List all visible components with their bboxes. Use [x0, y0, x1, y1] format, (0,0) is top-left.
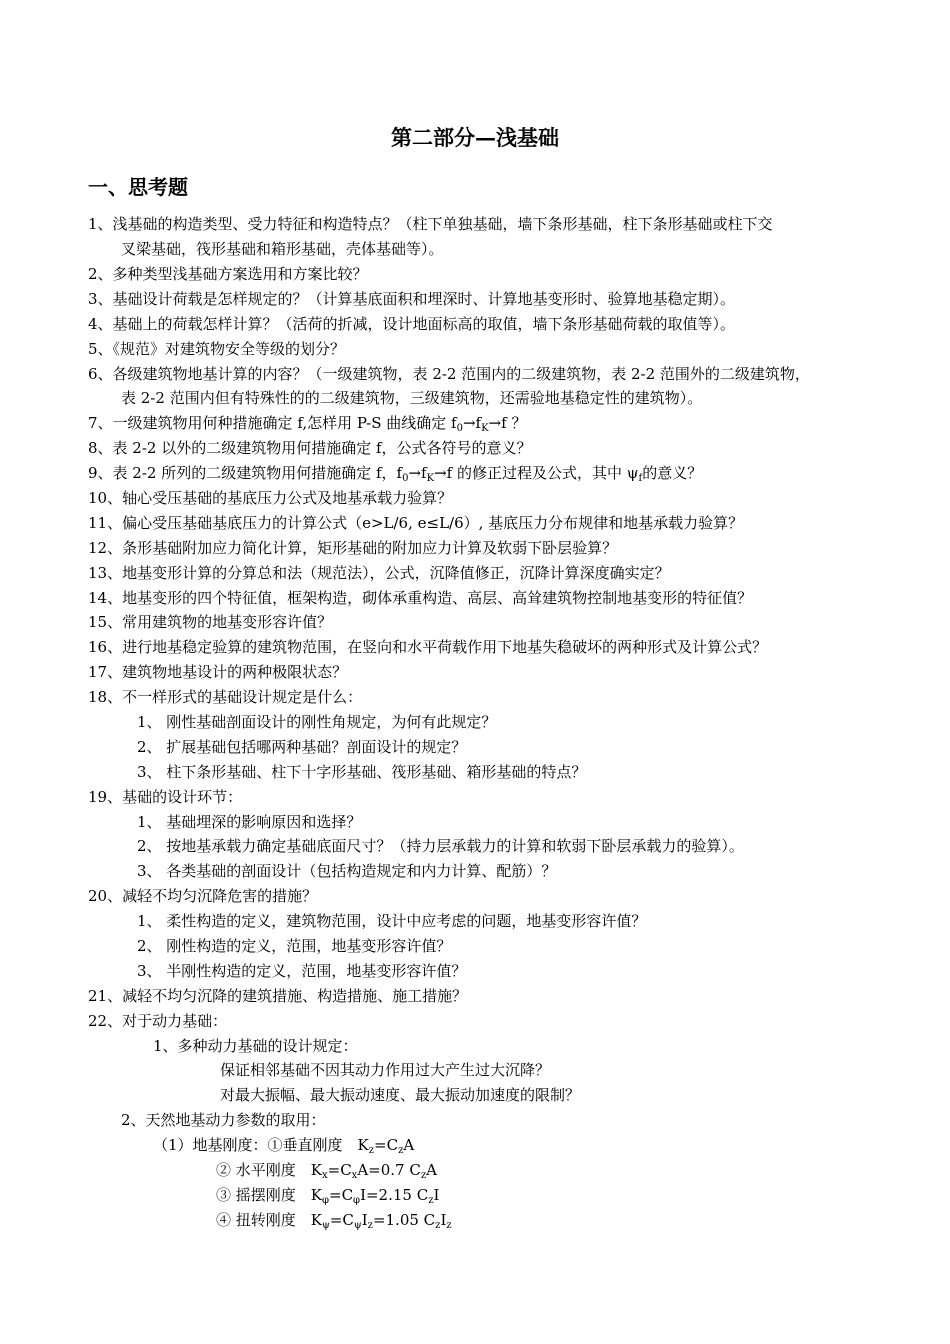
question-16: 16、进行地基稳定验算的建筑物范围，在竖向和水平荷载作用下地基失稳破坏的两种形式及计算公式？ — [88, 638, 768, 656]
question-5: 5、《规范》对建筑物安全等级的划分？ — [88, 340, 346, 358]
question-6: 6、各级建筑物地基计算的内容？（一级建筑物，表 2-2 范围内的二级建筑物，表 2-2 范围外的二级建筑物， — [88, 365, 810, 383]
question-20-item-1: 1、 柔性构造的定义，建筑物范围，设计中应考虑的问题，地基变形容许值？ — [137, 912, 647, 930]
question-22: 22、对于动力基础： — [88, 1012, 228, 1030]
formula-horizontal-stiffness: ② 水平刚度 $K_x=C_xA=0.7$ $C_zA$ — [216, 1161, 437, 1181]
question-3: 3、基础设计荷载是怎样规定的？（计算基底面积和埋深时、计算地基变形时、验算地基稳定期）。 — [88, 290, 736, 308]
question-17: 17、建筑物地基设计的两种极限状态？ — [88, 663, 348, 681]
question-12: 12、条形基础附加应力简化计算，矩形基础的附加应力计算及软弱下卧层验算？ — [88, 539, 618, 557]
question-20-item-2: 2、 刚性构造的定义，范围，地基变形容许值？ — [137, 937, 452, 955]
section-heading: 一、思考题 — [88, 175, 188, 199]
question-9: 9、表 2-2 所列的二级建筑物用何措施确定 f，$f_0\to f_K\to f$ 的修正过程及公式，其中 $\psi_f$的意义？ — [88, 464, 703, 484]
page-title: 第二部分—浅基础 — [391, 125, 559, 150]
question-18-item-1: 1、 刚性基础剖面设计的刚性角规定，为何有此规定？ — [137, 713, 497, 731]
question-19-item-3: 3、 各类基础的剖面设计（包括构造规定和内力计算、配筋）？ — [137, 862, 557, 880]
question-1: 1、浅基础的构造类型、受力特征和构造特点？（柱下单独基础，墙下条形基础，柱下条形基础或柱下交 — [88, 215, 773, 233]
question-19: 19、基础的设计环节： — [88, 788, 243, 806]
question-22-item-1-a: 保证相邻基础不因其动力作用过大产生过大沉降？ — [220, 1061, 551, 1079]
formula-torsional-stiffness: ④ 扭转刚度 $K_\psi=C_\psi I_z=1.05$ $C_zI_z$ — [216, 1211, 452, 1231]
formula-rocking-stiffness: ③ 摇摆刚度 $K_\varphi=C_\varphi I=2.15$ $C_zI$ — [216, 1186, 440, 1206]
question-8: 8、表 2-2 以外的二级建筑物用何措施确定 f，公式各符号的意义？ — [88, 439, 532, 457]
question-20: 20、减轻不均匀沉降危害的措施？ — [88, 887, 318, 905]
question-15: 15、常用建筑物的地基变形容许值？ — [88, 613, 333, 631]
question-20-item-3: 3、 半刚性构造的定义，范围，地基变形容许值？ — [137, 962, 467, 980]
question-1-cont: 叉梁基础，筏形基础和箱形基础，壳体基础等）。 — [121, 240, 444, 258]
formula-vertical-stiffness: （1）地基刚度：①垂直刚度 $K_z=C_zA$ — [153, 1136, 415, 1156]
question-22-item-2: 2、天然地基动力参数的取用： — [121, 1111, 326, 1129]
question-14: 14、地基变形的四个特征值，框架构造，砌体承重构造、高层、高耸建筑物控制地基变形的特征值？ — [88, 589, 753, 607]
question-4: 4、基础上的荷载怎样计算？（活荷的折减，设计地面标高的取值，墙下条形基础荷载的取值等）。 — [88, 315, 736, 333]
question-19-item-1: 1、 基础埋深的影响原因和选择？ — [137, 813, 362, 831]
question-7: 7、一级建筑物用何种措施确定 f,怎样用 P-S 曲线确定 $f_0\to f_K\to f$ ？ — [88, 414, 527, 434]
question-10: 10、轴心受压基础的基底压力公式及地基承载力验算？ — [88, 489, 453, 507]
question-18-item-3: 3、 柱下条形基础、柱下十字形基础、筏形基础、箱形基础的特点？ — [137, 763, 587, 781]
question-22-item-1: 1、多种动力基础的设计规定： — [153, 1037, 358, 1055]
question-11: 11、偏心受压基础基底压力的计算公式（e>L/6, e≤L/6）, 基底压力分布规律和地基承载力验算？ — [88, 514, 744, 532]
question-18-item-2: 2、 扩展基础包括哪两种基础？剖面设计的规定？ — [137, 738, 467, 756]
question-22-item-1-b: 对最大振幅、最大振动速度、最大振动加速度的限制？ — [220, 1086, 581, 1104]
question-21: 21、减轻不均匀沉降的建筑措施、构造措施、施工措施？ — [88, 987, 468, 1005]
question-2: 2、多种类型浅基础方案选用和方案比较？ — [88, 265, 368, 283]
question-18: 18、不一样形式的基础设计规定是什么： — [88, 688, 363, 706]
question-19-item-2: 2、 按地基承载力确定基础底面尺寸？（持力层承载力的计算和软弱下卧层承载力的验算）。 — [137, 837, 744, 855]
question-13: 13、地基变形计算的分算总和法（规范法），公式，沉降值修正，沉降计算深度确实定？ — [88, 564, 670, 582]
question-6-cont: 表 2-2 范围内但有特殊性的的二级建筑物，三级建筑物，还需验地基稳定性的建筑物）。 — [121, 389, 703, 407]
